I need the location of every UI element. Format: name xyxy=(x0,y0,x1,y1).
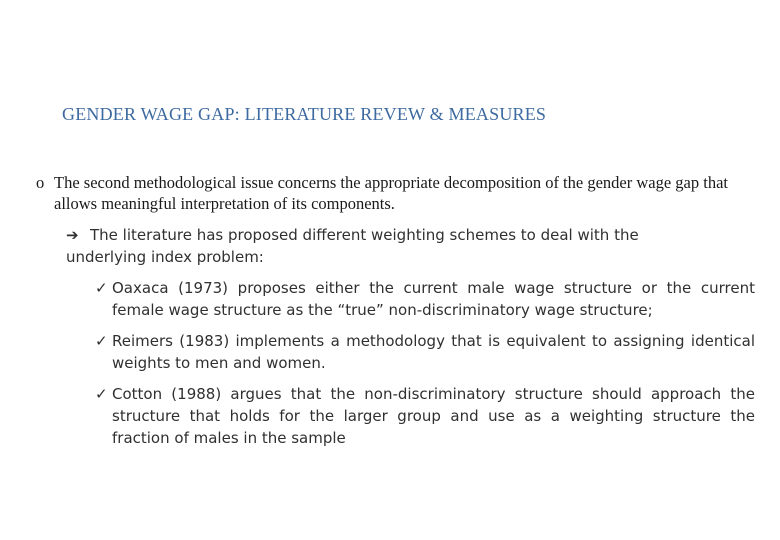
check-item xyxy=(95,277,755,321)
arrow-right-icon: ➔ xyxy=(66,226,79,244)
check-item-text: Cotton (1988) argues that the non-discriminatory structure should approach the structure that holds for the larger group and use as a weighting structure the fraction of males in the sample xyxy=(112,385,755,447)
check-item-text: Reimers (1983) implements a methodology that is equivalent to assigning identical weights to men and women. xyxy=(112,332,755,372)
checkmark-icon: ✓ xyxy=(95,279,108,297)
circle-bullet-icon: o xyxy=(36,173,45,192)
check-item xyxy=(95,383,755,449)
sub-bullet xyxy=(66,224,706,268)
main-bullet-text: The second methodological issue concerns the appropriate decomposition of the gender wage gap that allows meaningful interpretation of its components. xyxy=(54,173,728,213)
check-item xyxy=(95,330,755,374)
check-item-text: Oaxaca (1973) proposes either the current male wage structure or the current female wage structure as the “true” non-discriminatory wage structure; xyxy=(112,279,755,319)
checkmark-icon: ✓ xyxy=(95,385,108,403)
checkmark-icon: ✓ xyxy=(95,332,108,350)
main-bullet xyxy=(36,172,758,214)
page-title: GENDER WAGE GAP: LITERATURE REVEW & MEASURES xyxy=(62,104,547,124)
sub-bullet-text: The literature has proposed different weighting schemes to deal with the underlying index problem: xyxy=(66,226,639,266)
